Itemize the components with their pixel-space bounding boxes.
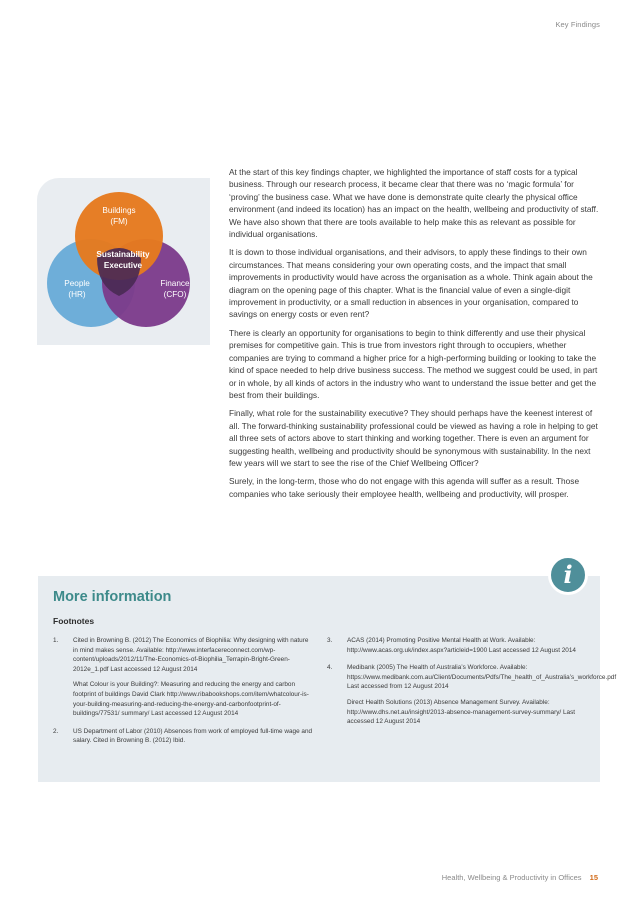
venn-label-buildings-line2: (FM) [110, 217, 128, 226]
footnote-text: Medibank (2005) The Health of Australia’s Workforce. Available: https://www.medibank.com.au/Client/Documents/Pdfs/The_health_of_Australia’s_workforce.pdf Last accessed from 12 August 2014 [347, 664, 617, 691]
footnote-text: Cited in Browning B. (2012) The Economics of Biophilia: Why designing with nature in mind makes sense. Available: http://www.interfacereconnect.com/wp-content/uploads/2012/11/The-Economics-of-Biophilia_Terrapin-Bright-Green-2012e_1.pdf Last accessed 12 August 2014 [73, 637, 309, 673]
body-text [229, 166, 601, 506]
body-paragraph: Surely, in the long-term, those who do not engage with this agenda will suffer as a result. Those companies who take seriously their employee health, wellbeing and productivity, will prosper. [229, 476, 580, 499]
footnote-item [53, 727, 315, 746]
footnote-text: US Department of Labor (2010) Absences from work of employed full-time wage and salary. Cited in Browning B. (2012) Ibid. [73, 727, 313, 745]
footnote-text: What Colour is your Building?: Measuring and reducing the energy and carbon footprint of buildings David Clark http://www.ribabookshops.com/item/whatcolour-is-your-building-measuring-and-reducing-the-energy-and-carbonfootprint-of-buildings/77531/ summary/ Last accessed 12 August 2014 [73, 681, 309, 718]
venn-label-finance [153, 278, 197, 300]
venn-label-people-line1: People [64, 279, 90, 288]
footnote-item [327, 636, 589, 655]
venn-diagram-panel [37, 178, 210, 345]
footnote-text: ACAS (2014) Promoting Positive Mental Health at Work. Available: http://www.acas.org.uk/index.aspx?articleid=1900 Last accessed 12 August 2014 [347, 637, 576, 654]
footnotes-left-column [53, 636, 315, 754]
venn-label-finance-line2: (CFO) [163, 290, 187, 299]
info-icon: i [548, 555, 588, 595]
venn-label-center-line1: Sustainability [96, 250, 150, 259]
page-number: 15 [589, 873, 598, 882]
footnote-item [53, 636, 315, 719]
footnote-item [327, 663, 617, 727]
body-paragraph: It is down to those individual organisations, and their advisors, to apply these findings to their own circumstances. That means considering your own operating costs, and the impact that small improvements in productivity would have across the organisation as a whole. Think again about the diagram on the opening page of this chapter. What is the financial value of even a single-digit improvement in productivity, or a small reduction in absences in your organisation, compared to savings on energy costs or even rent? [229, 247, 593, 320]
venn-label-buildings [97, 205, 141, 227]
footnote-text: Direct Health Solutions (2013) Absence Management Survey. Available: http://www.dhs.net.au/insight/2013-absence-management-survey-summary/ Last accessed 12 August 2014 [347, 698, 576, 726]
page-footer [442, 873, 598, 882]
venn-label-buildings-line1: Buildings [102, 206, 136, 215]
footnotes-right-column [327, 636, 617, 735]
footnote-number: 2. [53, 727, 59, 735]
body-paragraph: At the start of this key findings chapter, we highlighted the importance of staff costs for a typical business. Through our research process, it became clear that there was no ‘magic formula’ for ‘proving’ the business case. What we have done is demonstrate quite clearly the physical office environment (and indeed its location) has an impact on the health, wellbeing and productivity of staff. We have also shown that there are tools available to help make this as relevant as possible for individual organisations. [229, 167, 599, 240]
body-paragraph: There is clearly an opportunity for organisations to begin to think differently and use their physical premises for competitive gain. This is true from investors right through to occupiers, whether companies are trying to command a higher price for a high-performing building or looking to take the kind of space needed to help drive business success. The method we suggest could be used, in part or in whole, by all kinds of actors in the industry who want to understand the issue better and get the best from their buildings. [229, 327, 598, 400]
more-information-title: More information [53, 589, 172, 605]
venn-label-center [89, 249, 157, 271]
footnote-number: 4. [327, 664, 333, 672]
footnotes-title: Footnotes [53, 616, 95, 626]
body-paragraph: Finally, what role for the sustainability executive? They should perhaps have the keenest interest of all. The forward-thinking sustainability professional could be viewed as having a role in helping to get all three sets of actors above to start thinking and working together. There is even an argument for suggesting health, wellbeing and productivity should be synonymous with sustainability. In the next few years will we start to see the rise of the Chief Wellbeing Officer? [229, 408, 598, 468]
venn-label-finance-line1: Finance [160, 279, 190, 288]
publication-title: Health, Wellbeing & Productivity in Offices [441, 873, 582, 882]
venn-label-people [55, 278, 99, 300]
venn-label-people-line2: (HR) [68, 290, 86, 299]
venn-label-center-line2: Executive [103, 261, 143, 270]
footnote-number: 1. [53, 637, 59, 644]
section-header: Key Findings [555, 20, 600, 29]
footnote-number: 3. [327, 637, 333, 644]
